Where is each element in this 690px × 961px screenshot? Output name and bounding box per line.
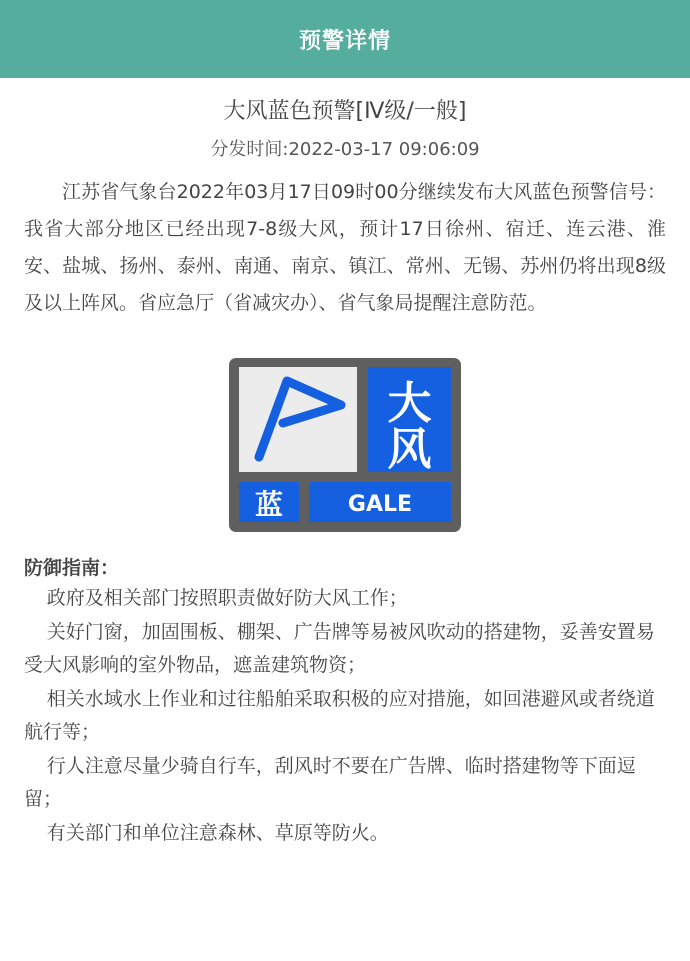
- warning-time: [24, 138, 666, 162]
- badge-english-text: GALE: [347, 492, 413, 517]
- main-content: [0, 98, 690, 850]
- guide-title: 防御指南：: [24, 557, 120, 579]
- warning-time-label: 分发时间:: [210, 139, 289, 160]
- warning-badge-wrap: [24, 358, 666, 532]
- warning-time-value: 2022-03-17 09:06:09: [288, 139, 480, 160]
- guide-item: 行人注意尽量少骑自行车，刮风时不要在广告牌、临时搭建物等下面逗留；: [24, 754, 636, 810]
- guide-item: 政府及相关部门按照职责做好防大风工作；: [46, 587, 408, 609]
- warning-title: 大风蓝色预警[Ⅳ级/一般]: [223, 99, 467, 124]
- header-bar: [0, 0, 690, 78]
- page-title: 预警详情: [298, 28, 391, 54]
- badge-char-feng: 风: [387, 424, 432, 475]
- guide-item: 有关部门和单位注意森林、草原等防火。: [46, 821, 389, 844]
- warning-body: 江苏省气象台2022年03月17日09时00分继续发布大风蓝色预警信号：我省大部分地区已经出现7-8级大风，预计17日徐州、宿迁、连云港、淮安、盐城、扬州、泰州、南通、南京、镇江、常州、无锡、苏州仍将出现8级及以上阵风。省应急厅（省减灾办）、省气象局提醒注意防范。: [24, 181, 666, 314]
- badge-color-char: 蓝: [254, 488, 284, 521]
- badge-char-da: 大: [387, 378, 432, 429]
- warning-badge: [229, 358, 461, 532]
- guide-item: 相关水域水上作业和过往船舶采取积极的应对措施，如回港避风或者绕道航行等；: [24, 687, 655, 743]
- guide-item: 关好门窗，加固围板、棚架、广告牌等易被风吹动的搭建物，妥善安置易受大风影响的室外物品，遮盖建筑物资；: [24, 620, 655, 676]
